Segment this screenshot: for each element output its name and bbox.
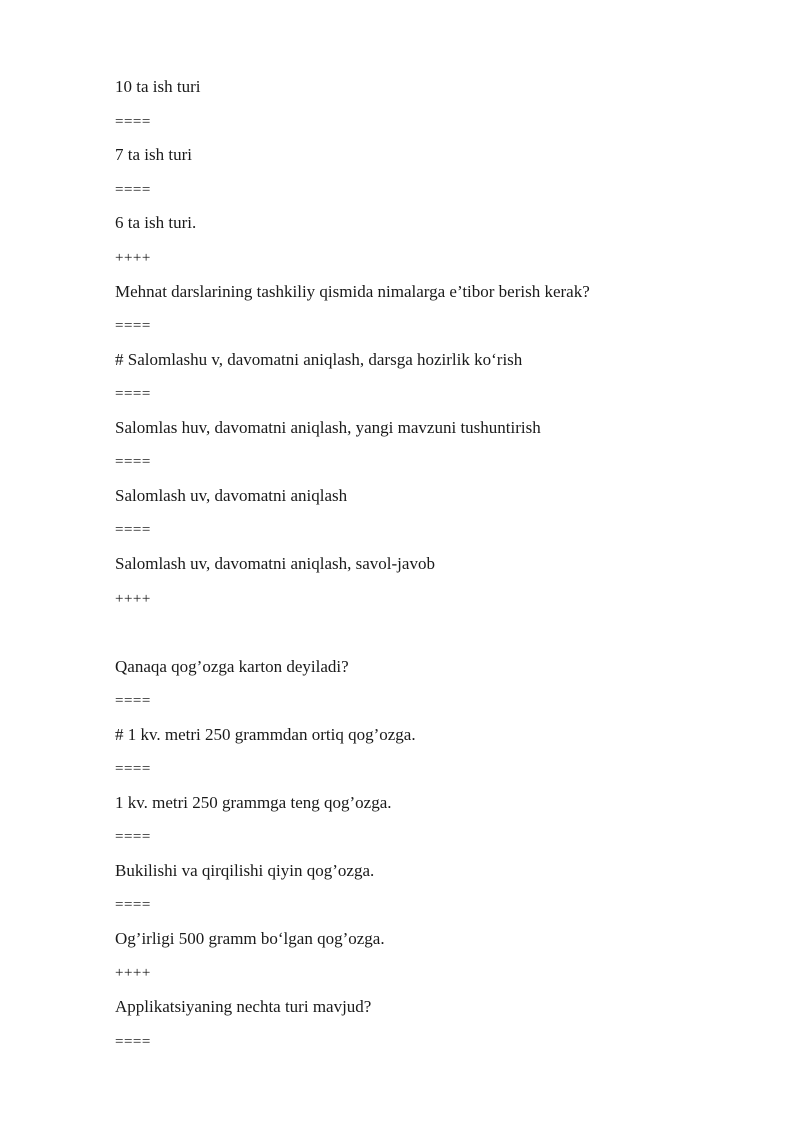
option-text: Salomlas huv, davomatni aniqlash, yangi mavzuni tushuntirish	[115, 418, 541, 437]
option-separator: ====	[115, 182, 151, 198]
option-text: Salomlash uv, davomatni aniqlash	[115, 486, 348, 505]
option-separator: ====	[115, 454, 151, 470]
option-text: 7 ta ish turi	[115, 145, 192, 164]
option-text: Salomlash uv, davomatni aniqlash, savol-javob	[115, 554, 435, 573]
option-separator: ====	[115, 693, 151, 709]
option-separator: ====	[115, 318, 151, 334]
option-separator: ====	[115, 1034, 151, 1050]
option-separator: ====	[115, 897, 151, 913]
option-text: Og’irligi 500 gramm bo‘lgan qog’ozga.	[115, 929, 385, 948]
correct-option-text: # 1 kv. metri 250 grammdan ortiq qog’ozga.	[115, 725, 416, 744]
option-text: 10 ta ish turi	[115, 77, 201, 96]
option-separator: ====	[115, 114, 151, 130]
question-separator: ++++	[115, 250, 151, 266]
option-text: 6 ta ish turi.	[115, 213, 197, 232]
option-separator: ====	[115, 386, 151, 402]
option-text: 1 kv. metri 250 grammga teng qog’ozga.	[115, 793, 392, 812]
option-text: Bukilishi va qirqilishi qiyin qog’ozga.	[115, 861, 375, 880]
question-text: Qanaqa qog’ozga karton deyiladi?	[115, 657, 349, 676]
option-separator: ====	[115, 522, 151, 538]
question-separator: ++++	[115, 965, 151, 981]
question-text: Applikatsiyaning nechta turi mavjud?	[115, 997, 372, 1016]
option-separator: ====	[115, 761, 151, 777]
question-text: Mehnat darslarining tashkiliy qismida nimalarga e’tibor berish kerak?	[115, 282, 590, 301]
option-separator: ====	[115, 829, 151, 845]
correct-option-text: # Salomlashu v, davomatni aniqlash, darsga hozirlik ko‘rish	[115, 350, 523, 369]
question-separator: ++++	[115, 591, 151, 607]
